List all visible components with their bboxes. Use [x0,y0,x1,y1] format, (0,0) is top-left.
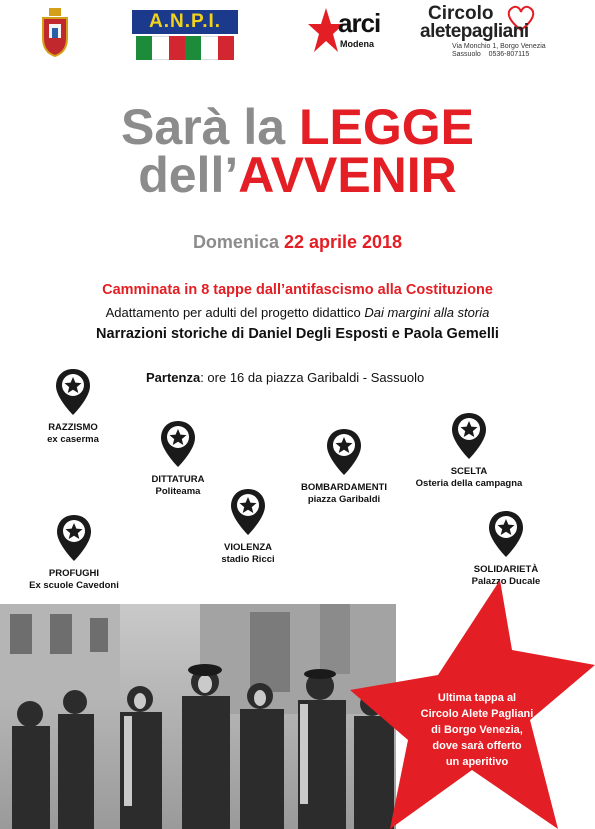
arci-logo-text: arci [338,8,381,38]
event-date-value: 22 aprile 2018 [283,232,403,252]
arci-logo-city: Modena [340,39,375,49]
stop-name: SOLIDARIETÀ [473,564,539,575]
adaptation-text [0,305,595,320]
stop-place: piazza Garibaldi [307,494,381,505]
circolo-logo-name: aletepagliani [420,21,529,42]
title-line-2 [0,148,595,202]
circolo-city-phone-line: Sassuolo 0536-807115 [452,51,530,58]
final-stop-line: Ultima tappa al [437,692,517,704]
stop-profughi [0,514,154,592]
final-stop-line: un aperitivo [445,756,509,768]
stop-name: BOMBARDAMENTI [300,482,388,493]
star-map-pin-icon [230,488,266,536]
circolo-alete-pagliani-logo [420,4,560,64]
narrators-text: Narrazioni storiche di Daniel Degli Esposti e Paola Gemelli [96,326,499,342]
final-stop-text [398,690,556,770]
circolo-address-line: Via Monchio 1, Borgo Venezia [452,43,546,50]
stop-place: Politeama [155,486,201,497]
stop-place: Osteria della campagna [415,478,523,489]
arci-modena-logo [308,6,383,58]
departure-text: : ore 16 da piazza Garibaldi - Sassuolo [200,370,425,385]
departure-info [146,370,424,385]
star-map-pin-icon [56,514,92,562]
departure-label: Partenza [146,370,201,385]
event-day: Domenica [192,232,284,252]
star-map-pin-icon [451,412,487,460]
star-map-pin-icon [160,420,196,468]
title-line1-red: LEGGE [298,99,474,155]
title-line-1 [0,100,595,154]
stop-name: RAZZISMO [48,422,98,433]
stop-dittatura [98,420,258,498]
star-map-pin-icon [55,368,91,416]
stop-place: ex caserma [47,434,99,445]
adaptation-project-title: Dai margini alla storia [364,305,490,320]
final-stop-line: di Borgo Venezia, [431,724,523,736]
circolo-logo-line2 [420,22,529,42]
stop-solidarieta [426,510,586,588]
anpi-logo [132,10,238,60]
stop-name: SCELTA [450,466,488,477]
stop-place: stadio Ricci [221,554,275,565]
title-line1-gray: Sarà la [121,99,299,155]
italian-flag-icon [136,36,234,60]
stop-name: PROFUGHI [48,568,100,579]
stop-scelta [389,412,549,490]
walk-headline: Camminata in 8 tappe dall’antifascismo alla Costituzione [102,282,493,298]
stop-name: DITTATURA [151,474,205,485]
circolo-logo-line1: Circolo [428,3,494,24]
adaptation-text-plain: Adattamento per adulti del progetto didattico [105,305,365,320]
final-stop-line: dove sarà offerto [432,740,522,752]
title-line2-red: AVVENIR [238,147,457,203]
anpi-logo-text: A.N.P.I. [132,10,238,34]
event-date [0,230,595,254]
circolo-logo-address [452,43,546,59]
stop-place: Ex scuole Cavedoni [29,580,119,591]
final-stop-line: Circolo Alete Pagliani [420,708,534,720]
title-line2-gray: dell’ [138,147,239,203]
star-map-pin-icon [488,510,524,558]
star-map-pin-icon [326,428,362,476]
stop-name: VIOLENZA [223,542,273,553]
comune-sassuolo-crest-logo [40,8,70,58]
stop-place: Palazzo Ducale [471,576,541,587]
historic-crowd-photo [0,604,396,829]
